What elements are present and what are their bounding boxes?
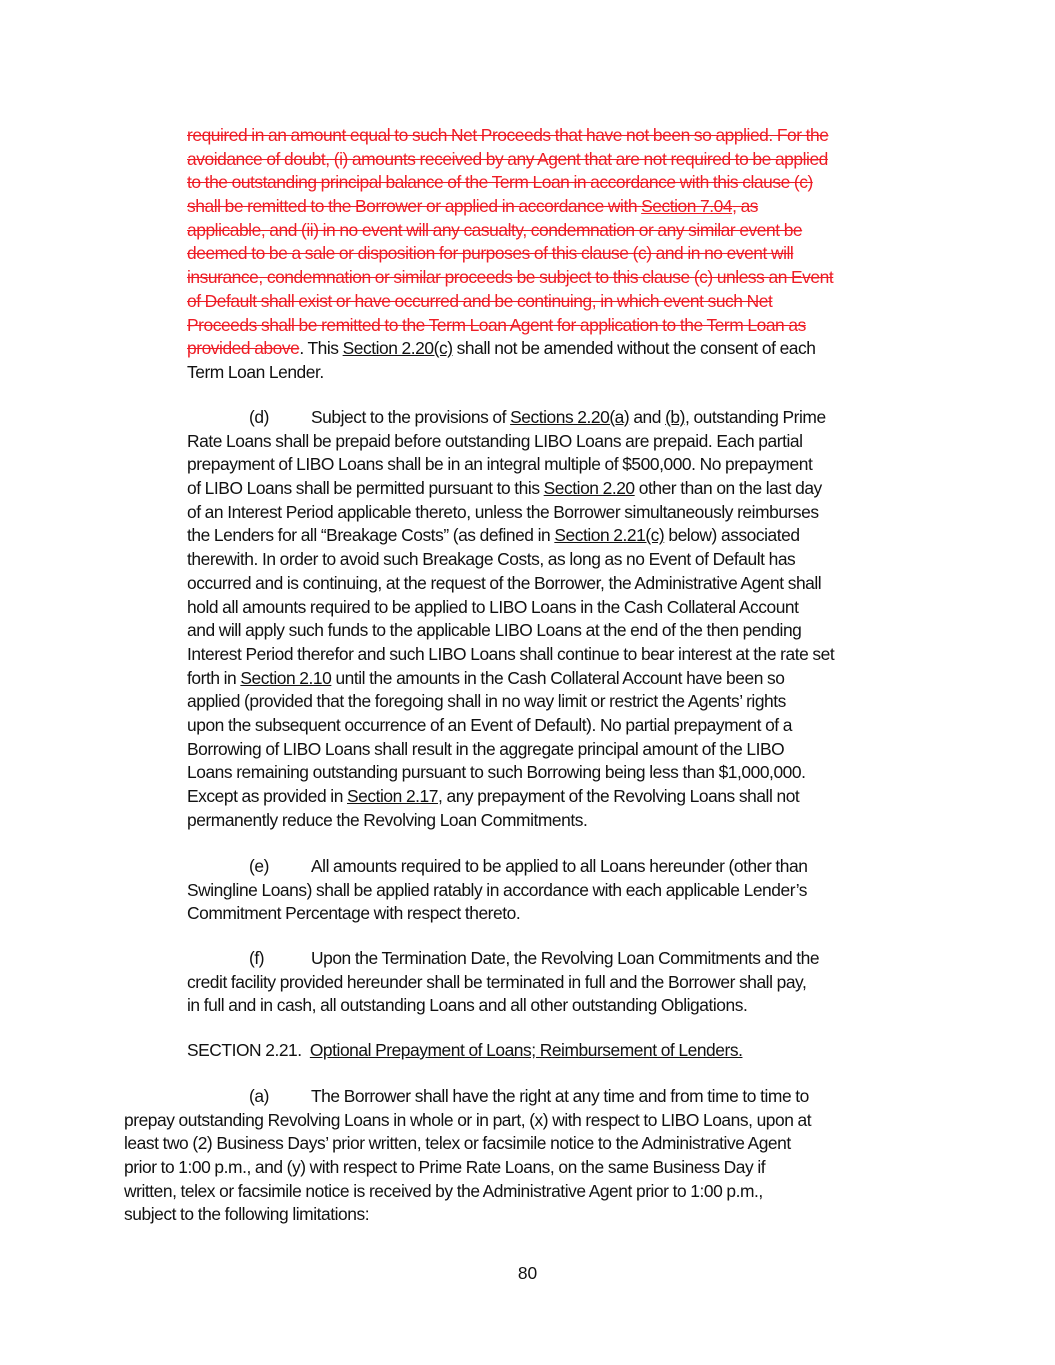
text-line: written, telex or facsimile notice is received by the Administrative Agent prior to 1:00 p.m., [124,1180,763,1201]
text-line: hold all amounts required to be applied to LIBO Loans in the Cash Collateral Account [187,596,799,617]
text-line: prepayment of LIBO Loans shall be in an integral multiple of $500,000. No prepayment [187,454,813,475]
paragraph-marker: (f) [249,948,265,968]
text-line: of LIBO Loans shall be permitted pursuant to this Section 2.20 other than on the last day [187,478,822,499]
paragraph-marker: (a) [249,1086,269,1106]
text-line: (e) All amounts required to be applied to all Loans hereunder (other than [187,855,807,879]
text-line: Term Loan Lender. [187,361,324,382]
text-line: and will apply such funds to the applicable LIBO Loans at the end of the then pending [187,620,802,641]
section-ref: Section 2.10 [240,667,332,688]
page-number: 80 [517,1263,538,1283]
text-line: Interest Period therefor and such LIBO Loans shall continue to bear interest at the rate set [187,643,835,664]
deleted-line: required in an amount equal to such Net Proceeds that have not been so applied. For the [187,125,829,145]
section-title: Optional Prepayment of Loans; Reimbursement of Lenders. [309,1040,743,1060]
deleted-line: to the outstanding principal balance of the Term Loan in accordance with this clause (c) [187,172,813,193]
paragraph-marker: (d) [249,407,269,427]
paragraph-e [187,855,807,926]
text-line: permanently reduce the Revolving Loan Commitments. [187,809,588,830]
paragraph-marker: (e) [249,856,269,876]
paragraph-f [187,947,819,1018]
text-line: Borrowing of LIBO Loans shall result in the aggregate principal amount of the LIBO [187,738,785,759]
text-line: therewith. In order to avoid such Breakage Costs, as long as no Event of Default has [187,549,796,570]
text-line: occurred and is continuing, at the request of the Borrower, the Administrative Agent shall [187,572,822,593]
text-line: Loans remaining outstanding pursuant to such Borrowing being less than $1,000,000. [187,762,806,783]
text-line: prepay outstanding Revolving Loans in whole or in part, (x) with respect to LIBO Loans, upon at [124,1109,812,1130]
text-line: upon the subsequent occurrence of an Event of Default). No partial prepayment of a [187,714,792,735]
section-ref: Section 2.20 [543,478,635,499]
deleted-line: insurance, condemnation or similar proceeds be subject to this clause (c) unless an Event [187,267,834,288]
deleted-line: of Default shall exist or have occurred and be continuing, in which event such Net [187,290,773,311]
section-ref: Sections 2.20(a) [510,407,630,427]
section-ref: Section 2.17 [347,786,439,806]
text-line: applied (provided that the foregoing shall in no way limit or restrict the Agents’ rights [187,691,786,712]
paragraph-c [187,124,833,385]
section-ref: Section 7.04 [641,196,733,217]
text-line: in full and in cash, all outstanding Loans and all other outstanding Obligations. [187,995,748,1016]
deleted-line: deemed to be a sale or disposition for purposes of this clause (c) and in no event will [187,243,794,264]
text-line: forth in Section 2.10 until the amounts in the Cash Collateral Account have been so [187,667,785,688]
deleted-line: Proceeds shall be remitted to the Term Loan Agent for application to the Term Loan as [187,314,806,335]
section-ref: Section 2.21(c) [554,525,665,546]
deleted-line: applicable, and (ii) in no event will any casualty, condemnation or any similar event be [187,219,803,240]
text-line: (a) The Borrower shall have the right at any time and from time to time to [124,1085,811,1109]
deleted-line: shall be remitted to the Borrower or applied in accordance with Section 7.04, as [187,196,759,217]
text-line: (d) Subject to the provisions of Sections 2.20(a) and (b), outstanding Prime [187,406,834,430]
text-line: the Lenders for all “Breakage Costs” (as defined in Section 2.21(c) below) associated [187,525,800,546]
text-line: Except as provided in Section 2.17, any prepayment of the Revolving Loans shall not [187,786,800,806]
text-line: least two (2) Business Days’ prior written, telex or facsimile notice to the Administrative Agent [124,1133,791,1154]
paragraph-d [187,406,834,832]
deleted-line: avoidance of doubt, (i) amounts received by any Agent that are not required to be applied [187,148,828,169]
text-line: Commitment Percentage with respect thereto. [187,903,521,924]
text-line: prior to 1:00 p.m., and (y) with respect to Prime Rate Loans, on the same Business Day if [124,1157,766,1178]
text-line: provided above. This Section 2.20(c) shall not be amended without the consent of each [187,338,816,359]
section-heading [187,1039,742,1063]
text-line: (f) Upon the Termination Date, the Revolving Loan Commitments and the [187,947,819,971]
text-line: Swingline Loans) shall be applied ratably in accordance with each applicable Lender’s [187,879,808,900]
text-line: Rate Loans shall be prepaid before outstanding LIBO Loans are prepaid. Each partial [187,430,803,451]
text-line: of an Interest Period applicable thereto, unless the Borrower simultaneously reimburses [187,501,819,522]
section-ref: Section 2.20(c) [342,338,453,359]
text-line: credit facility provided hereunder shall be terminated in full and the Borrower shall pay, [187,971,807,992]
section-number: SECTION 2.21. [187,1040,302,1060]
section-ref: (b) [665,407,685,427]
text-line: subject to the following limitations: [124,1204,370,1225]
paragraph-a [124,1085,811,1227]
